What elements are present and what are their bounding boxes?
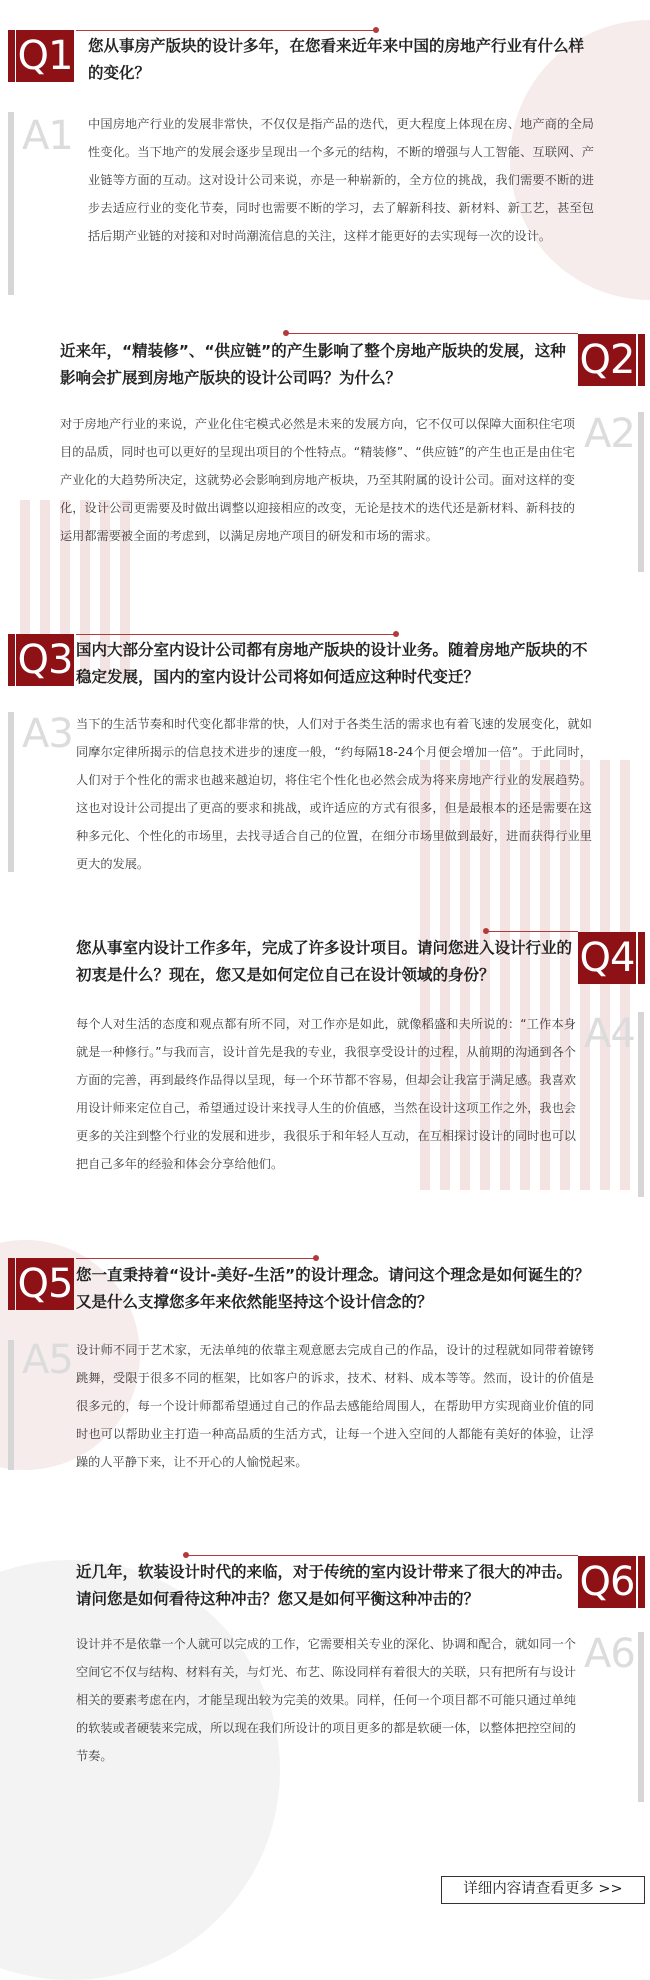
question-divider [76, 634, 396, 635]
question-divider-dot [313, 1255, 319, 1261]
question-divider-dot [283, 330, 289, 336]
question-text: 您一直秉持着“设计-美好-生活”的设计理念。请问这个理念是如何诞生的？又是什么支撑您多年来依然能坚持这个设计信念的？ [76, 1266, 590, 1311]
question-badge: Q3 [16, 634, 74, 686]
question-divider [76, 1258, 316, 1259]
answer-label: A3 [22, 711, 73, 757]
answer-text: 设计并不是依靠一个人就可以完成的工作，它需要相关专业的深化、协调和配合，就如同一个空间它不仅与结构、材料有关，与灯光、布艺、陈设同样有着很大的关联，只有把所有与设计相关的要素考虑在内，才能呈现出较为完美的效果。同样，任何一个项目都不可能只通过单纯的软装或者硬装来完成，所以现在我们所设计的项目更多的都是软硬一体，以整体把控空间的节奏。 [76, 1637, 576, 1763]
question-bar [8, 1258, 15, 1310]
question-text: 近来年，“精装修”、“供应链”的产生影响了整个房地产版块的发展，这种影响会扩展到房地产版块的设计公司吗？为什么？ [60, 342, 566, 387]
question-text: 近几年，软装设计时代的来临，对于传统的室内设计带来了很大的冲击。请问您是如何看待这种冲击？您又是如何平衡这种冲击的？ [76, 1563, 573, 1608]
question-divider-dot [183, 1552, 189, 1558]
question-badge: Q6 [578, 1556, 636, 1608]
question-bar [8, 30, 15, 82]
question-divider [286, 333, 578, 334]
decorative-circle [0, 1560, 280, 1980]
question-text: 您从事房产版块的设计多年，在您看来近年来中国的房地产行业有什么样的变化？ [88, 37, 585, 82]
question-badge: Q5 [16, 1258, 74, 1310]
question-divider [486, 931, 578, 932]
question-bar [638, 334, 645, 386]
answer-bar [638, 1632, 644, 1802]
question-badge: Q1 [16, 30, 74, 82]
question-badge: Q4 [578, 932, 636, 984]
question-divider [186, 1555, 578, 1556]
question-badge: Q2 [578, 334, 636, 386]
question-bar [8, 634, 15, 686]
question-divider [76, 30, 376, 31]
answer-bar [8, 712, 14, 872]
answer-text: 中国房地产行业的发展非常快，不仅仅是指产品的迭代，更大程度上体现在房、地产商的全局性变化。当下地产的发展会逐步呈现出一个多元的结构，不断的增强与人工智能、互联网、产业链等方面的互动。这对设计公司来说，亦是一种崭新的，全方位的挑战，我们需要不断的进步去适应行业的变化节奏，同时也需要不断的学习，去了解新科技、新材料、新工艺，甚至包括后期产业链的对接和对时尚潮流信息的关注，这样才能更好的去实现每一次的设计。 [88, 117, 594, 243]
answer-label: A1 [22, 113, 73, 159]
answer-label: A2 [584, 411, 635, 457]
answer-text: 当下的生活节奏和时代变化都非常的快，人们对于各类生活的需求也有着飞速的发展变化，就如同摩尔定律所揭示的信息技术进步的速度一般，“约每隔18-24个月便会增加一倍”。于此同时，人们对于个性化的需求也越来越迫切，将住宅个性化也必然会成为将来房地产行业的发展趋势。这也对设计公司提出了更高的要求和挑战，或许适应的方式有很多，但是最根本的还是需要在这种多元化、个性化的市场里，去找寻适合自己的位置，在细分市场里做到最好，进而获得行业里更大的发展。 [76, 717, 592, 871]
answer-label: A5 [22, 1337, 73, 1383]
answer-bar [8, 112, 14, 295]
question-text: 国内大部分室内设计公司都有房地产版块的设计业务。随着房地产版块的不稳定发展，国内的室内设计公司将如何适应这种时代变迁？ [76, 641, 588, 686]
answer-bar [638, 412, 644, 572]
question-bar [638, 932, 645, 984]
question-text: 您从事室内设计工作多年，完成了许多设计项目。请问您进入设计行业的初衷是什么？现在，您又是如何定位自己在设计领域的身份？ [76, 939, 573, 984]
answer-label: A6 [584, 1631, 635, 1677]
answer-label: A4 [584, 1011, 635, 1057]
question-divider-dot [483, 928, 489, 934]
answer-text: 每个人对生活的态度和观点都有所不同，对工作亦是如此，就像稻盛和夫所说的：“工作本身就是一种修行。”与我而言，设计首先是我的专业，我很享受设计的过程，从前期的沟通到各个方面的完善，再到最终作品得以呈现，每一个环节都不容易，但却会让我富于满足感。我喜欢用设计师来定位自己，希望通过设计来找寻人生的价值感，当然在设计这项工作之外，我也会更多的关注到整个行业的发展和进步，我很乐于和年轻人互动，在互相探讨设计的同时也可以把自己多年的经验和体会分享给他们。 [76, 1017, 576, 1171]
question-bar [638, 1556, 645, 1608]
answer-text: 对于房地产行业的来说，产业化住宅模式必然是未来的发展方向，它不仅可以保障大面积住宅项目的品质，同时也可以更好的呈现出项目的个性特点。“精装修”、“供应链”的产生也正是由住宅产业化的大趋势所决定，这就势必会影响到房地产板块，乃至其附属的设计公司。面对这样的变化，设计公司更需要及时做出调整以迎接相应的改变，无论是技术的迭代还是新材料、新科技的运用都需要被全面的考虑到，以满足房地产项目的研发和市场的需求。 [60, 417, 575, 543]
answer-bar [8, 1340, 14, 1470]
view-more-button[interactable]: 详细内容请查看更多 >> [441, 1876, 645, 1904]
answer-text: 设计师不同于艺术家，无法单纯的依靠主观意愿去完成自己的作品，设计的过程就如同带着镣铐跳舞，受限于很多不同的框架，比如客户的诉求，技术、材料、成本等等。然而，设计的价值是很多元的，每一个设计师都希望通过自己的作品去感能给周围人，在帮助甲方实现商业价值的同时也可以帮助业主打造一种高品质的生活方式，让每一个进入空间的人都能有美好的体验，让浮躁的人平静下来，让不开心的人愉悦起来。 [76, 1343, 594, 1469]
answer-bar [638, 1012, 644, 1197]
